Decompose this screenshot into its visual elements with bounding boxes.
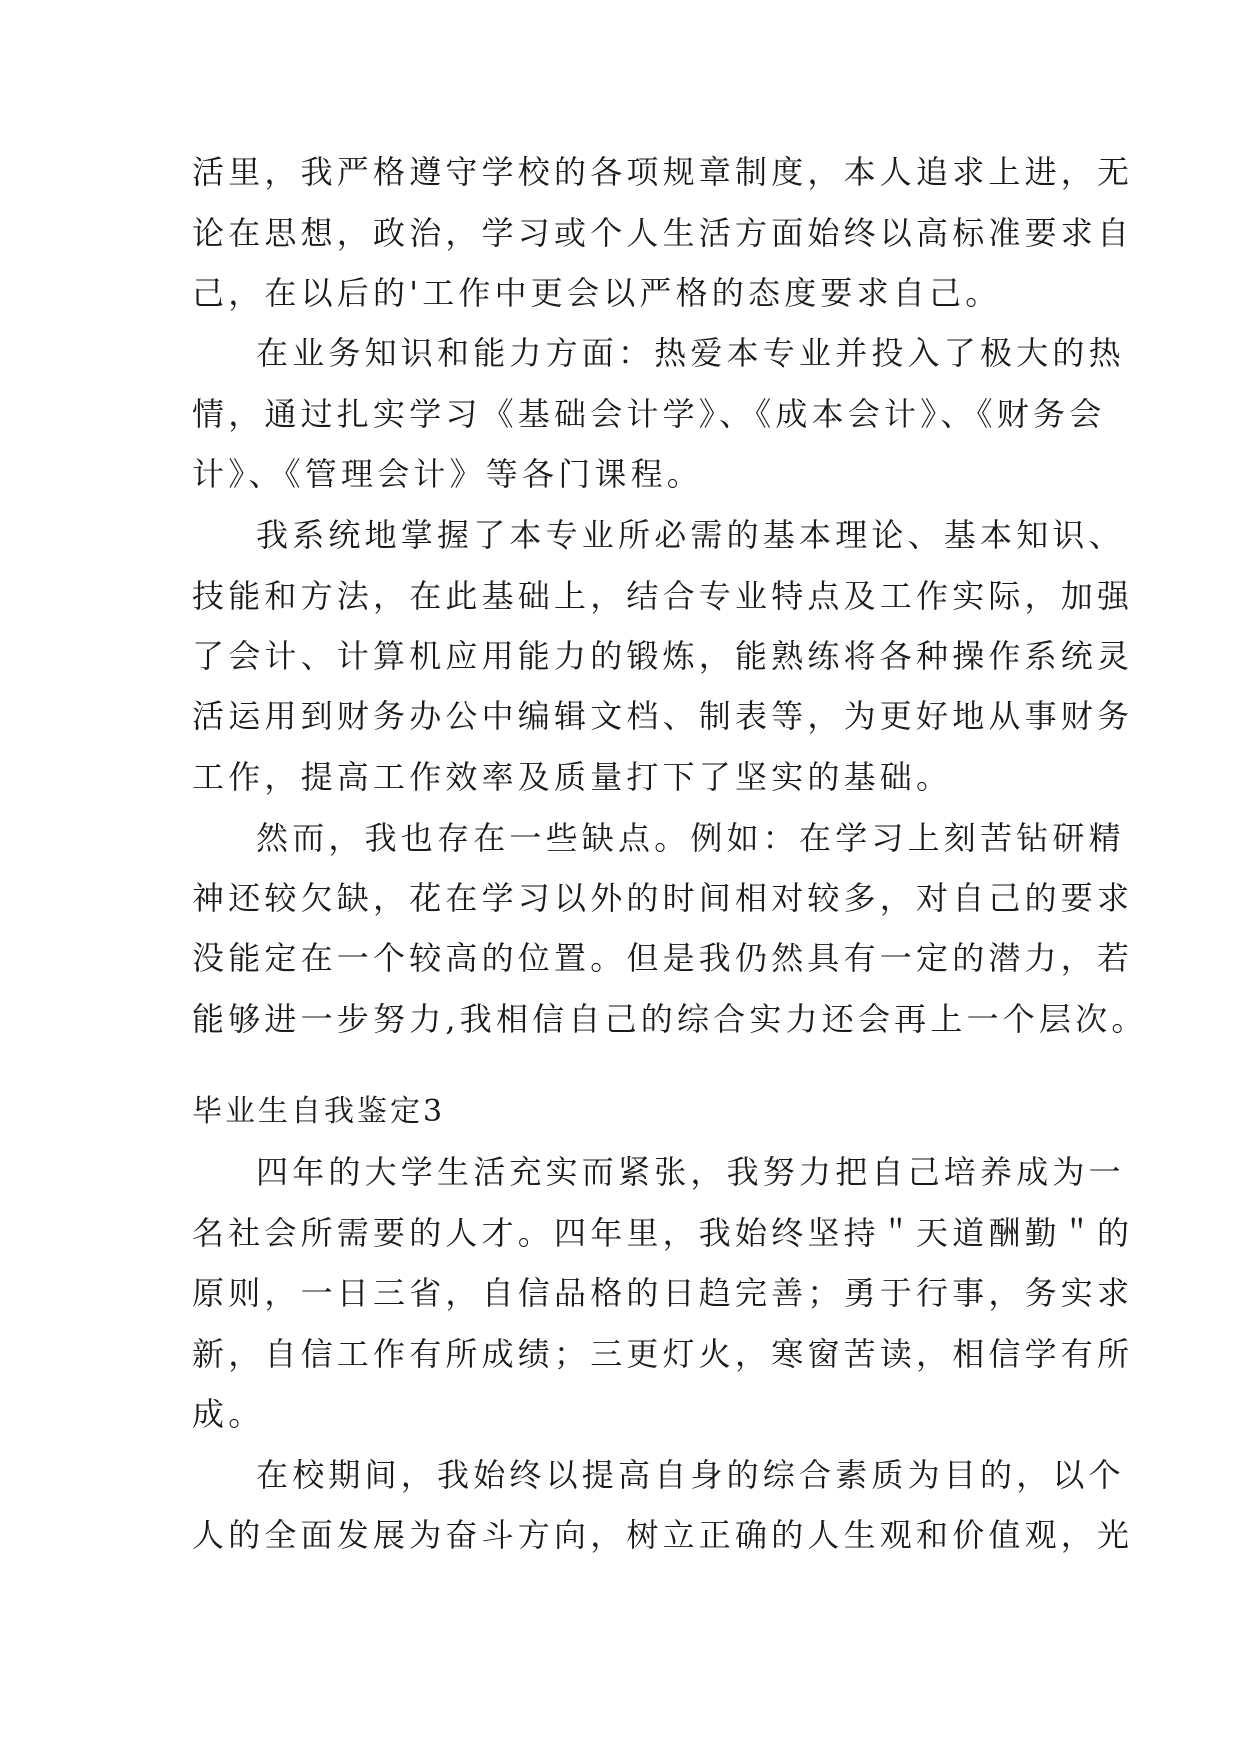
body-line: 成。	[192, 1395, 265, 1433]
body-line: 论在思想，政治，学习或个人生活方面始终以高标准要求自	[192, 214, 1134, 252]
body-line: 了会计、计算机应用能力的锻炼，能熟练将各种操作系统灵	[192, 637, 1134, 675]
body-line: 神还较欠缺，花在学习以外的时间相对较多，对自己的要求	[192, 879, 1134, 917]
body-line: 在业务知识和能力方面：热爱本专业并投入了极大的热	[256, 334, 1125, 372]
section-title: 毕业生自我鉴定3	[192, 1094, 446, 1129]
body-line: 工作，提高工作效率及质量打下了坚实的基础。	[192, 758, 953, 796]
body-line: 活运用到财务办公中编辑文档、制表等，为更好地从事财务	[192, 697, 1134, 735]
body-line: 我系统地掌握了本专业所必需的基本理论、基本知识、	[256, 516, 1125, 554]
body-line: 技能和方法，在此基础上，结合专业特点及工作实际，加强	[192, 577, 1134, 615]
body-line: 新，自信工作有所成绩；三更灯火，寒窗苦读，相信学有所	[192, 1335, 1134, 1373]
body-line: 在校期间，我始终以提高自身的综合素质为目的，以个	[256, 1456, 1125, 1494]
body-line: 然而，我也存在一些缺点。例如：在学习上刻苦钻研精	[256, 819, 1125, 857]
body-line: 名社会所需要的人才。四年里，我始终坚持＂天道酬勤＂的	[192, 1214, 1134, 1252]
body-line: 人的全面发展为奋斗方向，树立正确的人生观和价值观，光	[192, 1516, 1134, 1554]
body-line: 原则，一日三省，自信品格的日趋完善；勇于行事，务实求	[192, 1274, 1134, 1312]
body-line: 己，在以后的'工作中更会以严格的态度要求自己。	[192, 274, 1002, 312]
body-line: 活里，我严格遵守学校的各项规章制度，本人追求上进，无	[192, 153, 1134, 191]
body-line: 能够进一步努力,我相信自己的综合实力还会再上一个层次。	[192, 1000, 1148, 1038]
body-line: 四年的大学生活充实而紧张，我努力把自己培养成为一	[256, 1153, 1125, 1191]
body-line: 计》、《管理会计》等各门课程。	[192, 455, 704, 493]
body-line: 情，通过扎实学习《基础会计学》、《成本会计》、《财务会	[192, 395, 1106, 433]
body-line: 没能定在一个较高的位置。但是我仍然具有一定的潜力，若	[192, 939, 1134, 977]
